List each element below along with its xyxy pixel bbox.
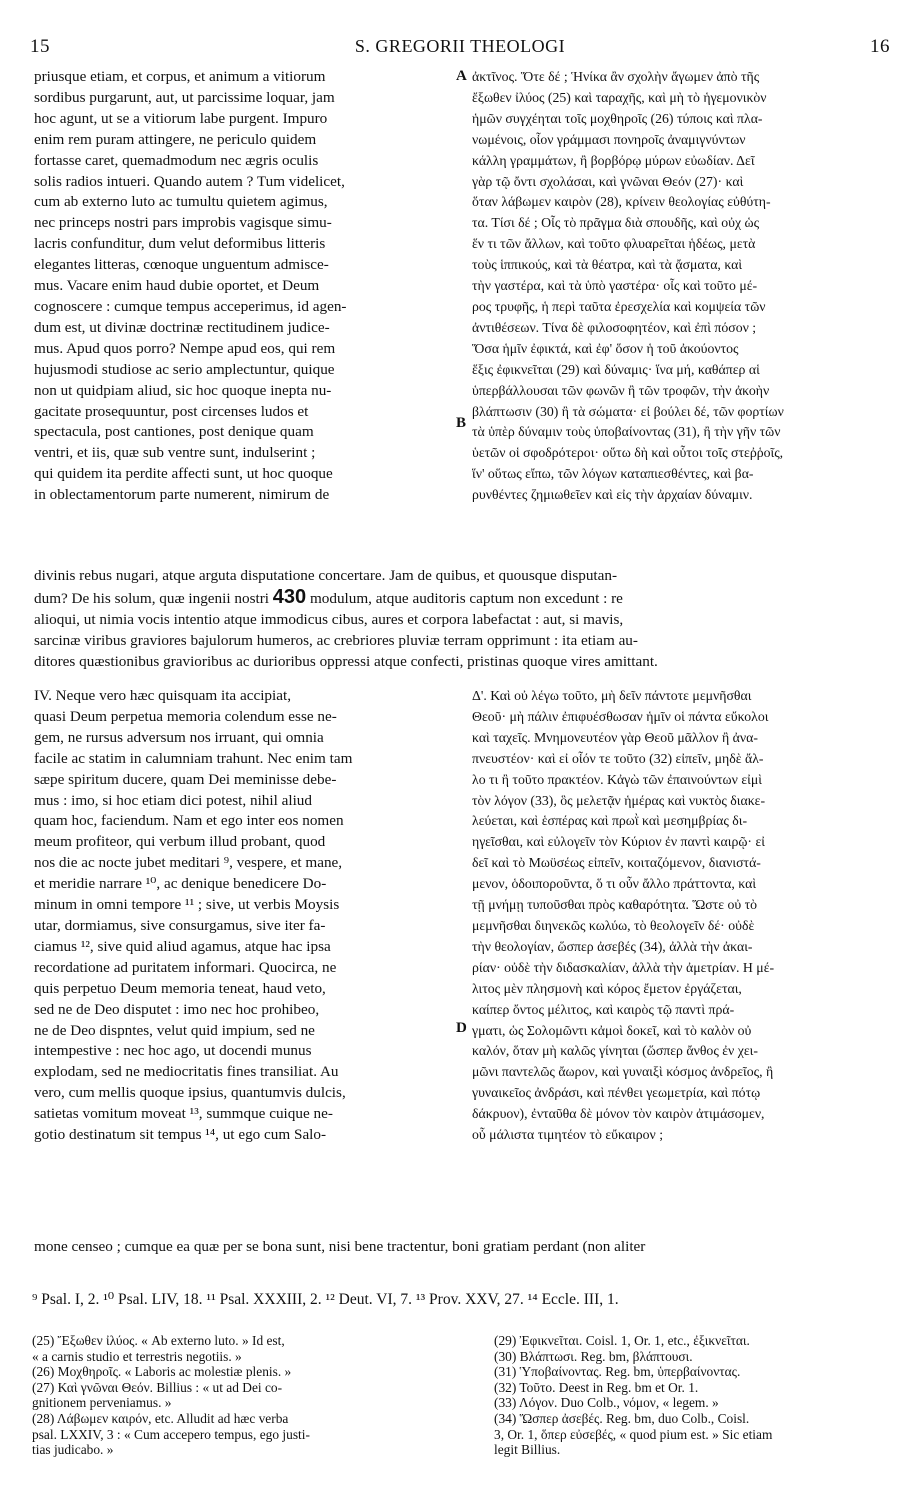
greek-line: ἵν' οὕτως εἴπω, τῶν λόγων καταπιεσθέντες, καὶ βα-: [472, 466, 754, 482]
page-header: [30, 36, 890, 60]
wide-line: alioqui, ut nimia vocis intentio atque immodicus cibus, aures et corpora labefactat : aut, si mavis,: [34, 610, 624, 628]
latin-line: ne de Deo dispntes, velut quid impium, sed ne: [34, 1021, 315, 1039]
greek-line: κάλλη γραμμάτων, ἢ βορβόρῳ μύρων εὐωδίαν. Δεῖ: [472, 152, 755, 168]
greek-line: ἔξωθεν ἰλύος (25) καὶ ταραχῆς, καὶ μὴ τὸ ἡγεμονικὸν: [472, 89, 767, 105]
latin-line: mus. Apud quos porro? Nempe apud eos, qui rem: [34, 339, 336, 357]
note-line: (28) Λάβωμεν καιρόν, etc. Alludit ad hæc verba: [32, 1410, 289, 1426]
greek-line: ἕν τι τῶν ἄλλων, καὶ τοῦτο φλυαρεῖται ἡδέως, μετὰ: [472, 236, 756, 252]
greek-line: τα. Τίσι δέ ; Οἷς τὸ πρᾶγμα διὰ σπουδῆς, καὶ οὐχ ὡς: [472, 215, 760, 231]
greek-line: γὰρ τῷ ὄντι σχολάσαι, καὶ γνῶναι Θεόν (27)· καὶ: [472, 173, 744, 189]
note-line: (34) Ὥσπερ ἀσεβές. Reg. bm, duo Colb., Coisl.: [494, 1410, 750, 1426]
greek-column-lower: [472, 686, 892, 1146]
greek-line: δεῖ καὶ τὸ Μωϋσέως εἰπεῖν, κοιταζόμενον, διανιστά-: [472, 855, 761, 871]
latin-wide-block: [34, 566, 894, 673]
latin-line: sæpe spiritum ducere, quam Dei meminisse debe-: [34, 770, 337, 788]
wide-line-part: dum? De his solum, quæ ingenii nostri: [34, 589, 269, 607]
latin-line: fortasse caret, quemadmodum nec ægris oculis: [34, 151, 319, 169]
wide-line-part: modulum, atque auditoris captum non excedunt : re: [309, 589, 623, 607]
latin-line: mus : imo, si hoc etiam dici potest, nihil aliud: [34, 791, 312, 809]
greek-line: καίπερ ὄντος μέλιτος, καὶ καιρὸς τῷ παντὶ πρά-: [472, 1001, 735, 1017]
greek-line: τῇ μνήμῃ τυποῦσθαι πρὸς καθαρότητα. Ὥστε οὐ τὸ: [472, 897, 758, 913]
greek-line: τὴν θεολογίαν, ὥσπερ ἀσεβές (34), ἀλλὰ τὴν ἀκαι-: [472, 938, 753, 954]
greek-line: Θεοῦ· μὴ πάλιν ἐπιφυέσθωσαν ἡμῖν οἱ πάντα εὔκολοι: [472, 708, 769, 724]
latin-line: explodam, sed ne mediocritatis fines transiliat. Au: [34, 1063, 339, 1081]
note-line: (31) Ὑποβαίνοντας. Reg. bm, ὑπερβαίνοντας.: [494, 1364, 741, 1380]
greek-line: γυναικεῖος ἀνδράσι, καὶ πένθει γεωμετρία, καὶ πότῳ: [472, 1085, 761, 1101]
greek-line: τὰ ὑπὲρ δύναμιν τοὺς ὑποβαίνοντας (31), ἢ τὴν γῆν τῶν: [472, 424, 781, 440]
note-line: (32) Τοῦτο. Deest in Reg. bm et Or. 1.: [494, 1379, 699, 1395]
greek-line: ὅταν λάβωμεν καιρὸν (28), κρίνειν θεολογίας εὐθύτη-: [472, 194, 771, 210]
note-line: (27) Καὶ γνῶναι Θεόν. Billius : « ut ad Dei co-: [32, 1379, 283, 1395]
latin-line: utar, dormiamus, sive consurgamus, sive iter fa-: [34, 916, 326, 934]
latin-line: solis radios intueri. Quando autem ? Tum videlicet,: [34, 172, 345, 190]
wide-line: ditores quæstionibus gravioribus ac durioribus oppressi atque confecti, pristinas quoque vires amittant.: [34, 652, 658, 670]
latin-line: ciamus ¹², sive quid aliud agamus, atque hac ipsa: [34, 937, 331, 955]
margin-letter-b: B: [456, 415, 467, 431]
latin-line: in oblectamentorum parte numerent, nimirum de: [34, 486, 330, 504]
latin-line: ventri, et iis, quæ sub ventre sunt, indulserint ;: [34, 444, 316, 462]
wide-line: divinis rebus nugari, atque arguta disputatione concertare. Jam de quibus, et quousque disputan-: [34, 567, 618, 584]
greek-line: μῶνι παντελῶς ἄωρον, καὶ γυναιξὶ κόσμος ἀνδρεῖος, ἢ: [472, 1064, 774, 1080]
latin-line: quam hoc, faciendum. Nam et ego inter eos nomen: [34, 812, 344, 830]
greek-line: νωμένοις, οἷον γράμμασι πονηροῖς ἀναμιγνύντων: [472, 131, 746, 147]
latin-line: recordatione ad puritatem informari. Quocirca, ne: [34, 958, 337, 976]
wide-line: [34, 587, 894, 610]
greek-line: ρίαν· οὐδὲ τὴν διδασκαλίαν, ἀλλὰ τὴν ἀμετρίαν. Η μέ-: [472, 959, 775, 975]
latin-line: et meridie narrare ¹⁰, ac denique benedicere Do-: [34, 875, 327, 893]
latin-line: dum est, ut divinæ doctrinæ rectitudinem judice-: [34, 318, 330, 336]
notes-left: [32, 1333, 452, 1458]
note-line: 3, Or. 1, ὅπερ εὐσεβές, « quod pium est. » Sic etiam: [494, 1426, 773, 1442]
greek-line: ἡμῶν συγχέηται τοῖς μοχθηροῖς (26) τύποις καὶ πλα-: [472, 110, 763, 126]
latin-line: facile ac statim in calumniam trahunt. Nec enim tam: [34, 749, 353, 767]
greek-line: Ὅσα ἡμῖν ἐφικτά, καὶ ἐφ' ὅσον ἡ τοῦ ἀκούοντος: [472, 340, 739, 356]
note-line: tias judicabo. »: [32, 1442, 114, 1458]
latin-line: elegantes litteras, cœnoque unguentum admisce-: [34, 256, 329, 274]
note-line: (25) Ἔξωθεν ἰλύος. « Ab externo luto. » Id est,: [32, 1333, 285, 1348]
latin-line: sed ne de Deo disputet : imo nec hoc prohibeo,: [34, 1000, 320, 1018]
latin-column-lower: [34, 686, 454, 1146]
greek-line: ἀντιθέσεων. Τίνα δὲ φιλοσοφητέον, καὶ ἐπὶ πόσον ;: [472, 319, 757, 335]
wide-line: mone censeo ; cumque ea quæ per se bona sunt, nisi bene tractentur, boni gratiam perdant (non aliter: [34, 1238, 646, 1255]
greek-line: βλάπτωσιν (30) ἢ τὰ σώματα· εἰ βούλει δέ, τῶν φορτίων: [472, 403, 784, 419]
greek-line: δάκρυον), ἐνταῦθα δὲ μόνον τὸν καιρὸν ἀτιμάσομεν,: [472, 1106, 765, 1122]
latin-line: minum in omni tempore ¹¹ ; sive, ut verbis Moysis: [34, 896, 340, 914]
latin-line: qui quidem ita perdite affecti sunt, ut hoc quoque: [34, 465, 333, 483]
page-number-right: 16: [870, 36, 890, 57]
greek-line: λιτος μὲν πλησμονὴ καὶ κόρος ἔμετον ἐργάζεται,: [472, 980, 742, 996]
latin-line: cum ab externo luto ac tumultu quietem agimus,: [34, 193, 328, 211]
latin-line: spectacula, post cantiones, post denique quam: [34, 423, 314, 441]
notes-right: [494, 1333, 904, 1458]
note-line: « a carnis studio et terrestris negotiis. »: [32, 1348, 242, 1364]
note-line: (33) Λόγον. Duo Colb., νόμον, « legem. »: [494, 1395, 719, 1411]
latin-line: hujusmodi studiose ac serio amplectuntur, quique: [34, 360, 335, 378]
greek-line: ρυνθέντες ζημιωθεῖεν καὶ εἰς τὴν ἀρχαίαν δύναμιν.: [472, 487, 753, 503]
latin-line: gem, ne rursus adversum nos irruant, qui omnia: [34, 728, 324, 746]
latin-line: meum profiteor, qui verbum illud probant, quod: [34, 833, 326, 851]
note-line: (29) Ἐφικνεῖται. Coisl. 1, Or. 1, etc., ἐξικνεῖται.: [494, 1333, 750, 1348]
greek-line: ὑπερβάλλουσαι τῶν φωνῶν ἢ τῶν τροφῶν, τὴν ἀκοὴν: [472, 382, 770, 398]
margin-letter-a: A: [456, 68, 467, 84]
note-line: gnitionem perveniamus. »: [32, 1395, 172, 1411]
margin-letter-d: D: [456, 1020, 467, 1036]
latin-line: quis perpetuo Deum memoria teneat, haud veto,: [34, 979, 326, 997]
latin-line: cognoscere : cumque tempus acceperimus, id agen-: [34, 297, 347, 315]
latin-line: sordibus purgarunt, aut, ut parcissime loquar, jam: [34, 88, 335, 106]
page-number-left: 15: [30, 36, 50, 57]
latin-line: gacitate prosequuntur, post circenses ludos et: [34, 402, 309, 420]
latin-line: vero, cum mellis quoque ipsius, quantumvis dulcis,: [34, 1084, 346, 1102]
note-line: (26) Μοχθηροῖς. « Laboris ac molestiæ plenis. »: [32, 1364, 292, 1380]
running-title: S. GREGORII THEOLOGI: [354, 36, 566, 56]
greek-line: μεμνῆσθαι διηνεκῶς κωλύω, τὸ θεολογεῖν δέ· οὐδὲ: [472, 917, 755, 933]
greek-line: ηγεῖσθαι, καὶ εὐλογεῖν τὸν Κύριον ἐν παντὶ καιρῷ· εἰ: [472, 834, 765, 850]
greek-line: λο τι ἢ τοῦτο πρακτέον. Κἀγὼ τῶν ἐπαινούντων εἰμὶ: [472, 771, 762, 787]
greek-column-upper: [472, 67, 892, 506]
latin-line: lacris confunditur, dum velut deformibus litteris: [34, 235, 326, 253]
greek-line: καλόν, ὅταν μὴ καλῶς γίνηται (ὥσπερ ἄνθος ἐν χει-: [472, 1043, 758, 1059]
greek-line: ἀκτῖνος. Ὅτε δέ ; Ἡνίκα ἂν σχολὴν ἄγωμεν ἀπὸ τῆς: [472, 69, 760, 84]
greek-line: πνευστέον· καὶ εἰ οἷόν τε τοῦτο (32) εἰπεῖν, μηδὲ ἄλ-: [472, 750, 764, 766]
greek-line: μενον, ὁδοιποροῦντα, ὅ τι οὖν ἄλλο πράττοντα, καὶ: [472, 876, 757, 892]
latin-line: enim rem puram attingere, ne periculo quidem: [34, 130, 317, 148]
greek-line: τοὺς ἱππικούς, καὶ τὰ θέατρα, καὶ τὰ ᾄσματα, καὶ: [472, 257, 743, 273]
greek-line: τὴν γαστέρα, καὶ τὰ ὑπὸ γαστέρα· οἷς καὶ τοῦτο μέ-: [472, 278, 758, 294]
latin-line: satietas vomitum moveat ¹³, summque cuique ne-: [34, 1105, 333, 1123]
greek-line: γματι, ὡς Σολομῶντι κἀμοὶ δοκεῖ, καὶ τὸ καλὸν οὐ: [472, 1022, 752, 1038]
greek-line: ὑετῶν οἱ σφοδρότεροι· οὕτω δὴ καὶ οὗτοι τοῖς στεῤῥοῖς,: [472, 445, 784, 461]
note-line: (30) Βλάπτωσι. Reg. bm, βλάπτουσι.: [494, 1348, 693, 1364]
latin-column-upper: [34, 67, 454, 506]
latin-line: hoc agunt, ut se a vitiorum labe purgent. Impuro: [34, 109, 328, 127]
note-line: psal. LXXIV, 3 : « Cum accepero tempus, ego justi-: [32, 1426, 310, 1442]
note-line: legit Billius.: [494, 1442, 561, 1458]
latin-line: non ut quidpiam aliud, sic hoc quoque inepta nu-: [34, 381, 332, 399]
greek-line: ἕξις ἐφικνεῖται (29) καὶ δύναμις· ἵνα μή, καθάπερ αἱ: [472, 361, 760, 377]
greek-line: τὸν λόγον (33), ὃς μελετᾷν ἡμέρας καὶ νυκτὸς διακε-: [472, 792, 766, 808]
latin-wide-final: [34, 1237, 894, 1258]
latin-line: IV. Neque vero hæc quisquam ita accipiat,: [34, 687, 291, 704]
wide-line: sarcinæ viribus graviores bajulorum humeros, ac crebriores pluviæ terram opprimunt : ita etiam au-: [34, 631, 638, 649]
latin-line: priusque etiam, et corpus, et animum a vitiorum: [34, 68, 326, 85]
latin-line: mus. Vacare enim haud dubie oportet, et Deum: [34, 277, 320, 295]
greek-line: καὶ ταχεῖς. Μνημονευτέον γὰρ Θεοῦ μᾶλλον ἢ ἀνα-: [472, 729, 758, 745]
latin-line: gotio destinatum sit tempus ¹⁴, ut ego cum Salo-: [34, 1126, 327, 1144]
latin-line: quasi Deum perpetua memoria colendum esse ne-: [34, 707, 337, 725]
greek-line: λεύεται, καὶ ἑσπέρας καὶ πρωῒ καὶ μεσημβρίας δι-: [472, 813, 748, 829]
latin-line: nec princeps nostri pars improbis vagisque simu-: [34, 214, 332, 232]
latin-line: intempestive : nec hoc ago, ut docendi munus: [34, 1042, 312, 1060]
latin-line: nos die ac nocte jubet meditari ⁹, vespere, et mane,: [34, 854, 343, 872]
greek-line: Δ'. Καὶ οὐ λέγω τοῦτο, μὴ δεῖν πάντοτε μεμνῆσθαι: [472, 688, 752, 703]
column-number: 430: [272, 585, 307, 608]
greek-line: ρος τρυφῆς, ἡ περὶ ταῦτα ἐρεσχελία καὶ κομψεία τῶν: [472, 298, 766, 314]
scripture-references: ⁹ Psal. I, 2. ¹⁰ Psal. LIV, 18. ¹¹ Psal. XXXIII, 2. ¹² Deut. VI, 7. ¹³ Prov. XXV, 27. ¹⁴ Eccle. III, 1.: [32, 1291, 619, 1308]
greek-line: οὗ μάλιστα τιμητέον τὸ εὔκαιρον ;: [472, 1127, 664, 1143]
